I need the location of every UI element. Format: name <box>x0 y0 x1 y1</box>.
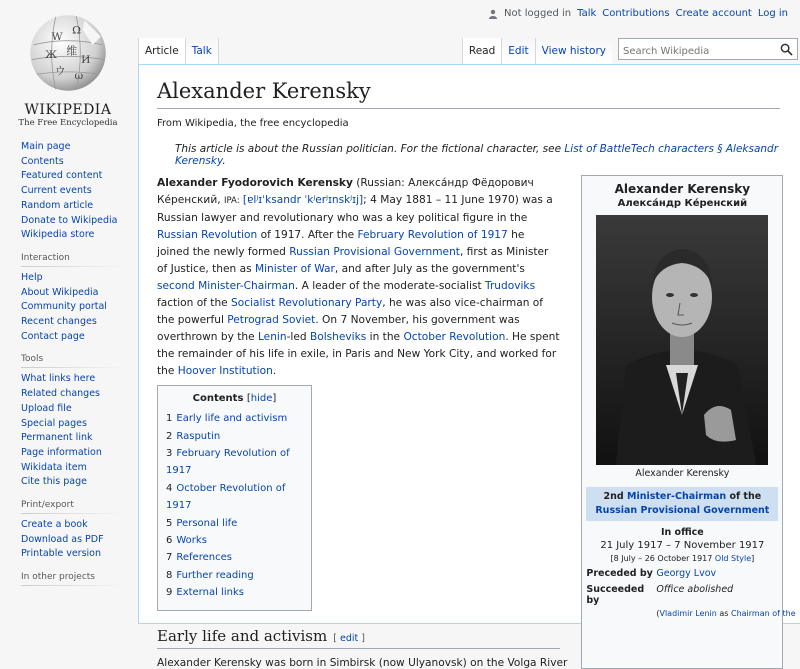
sidebar-item-download-pdf[interactable]: Download as PDF <box>21 533 104 545</box>
succeeded-by-label: Succeeded by <box>586 584 645 607</box>
link-provisional-government[interactable]: Russian Provisional Government <box>289 246 460 259</box>
toc-hide-link[interactable]: hide <box>250 393 273 405</box>
toc-item[interactable] <box>166 549 303 566</box>
wordmark: WIKIPEDIA <box>24 102 112 118</box>
toc-number: 2 <box>166 430 173 442</box>
toc-number: 7 <box>166 552 173 564</box>
toc-link[interactable]: October Revolution of 1917 <box>166 482 286 512</box>
sidebar-item-donate[interactable]: Donate to Wikipedia <box>21 214 118 226</box>
wikipedia-logo[interactable] <box>18 10 118 128</box>
sidebar-item-cite-page[interactable]: Cite this page <box>21 476 87 488</box>
portrait-drawing <box>596 215 768 465</box>
sidebar-item-store[interactable]: Wikipedia store <box>21 229 95 241</box>
link-lenin[interactable]: Lenin <box>257 331 287 344</box>
sidebar-heading-interaction[interactable]: Interaction <box>0 243 138 271</box>
svg-text:Ω: Ω <box>72 23 81 37</box>
toc-item[interactable] <box>166 584 303 601</box>
office-link-minister-chairman[interactable]: Minister-Chairman <box>627 491 727 503</box>
svg-text:W: W <box>51 29 63 43</box>
view-tabs <box>462 38 798 64</box>
office-header <box>586 487 778 521</box>
preceded-by-row <box>586 568 778 579</box>
svg-text:ウ: ウ <box>54 64 66 78</box>
infobox-title: Alexander Kerensky <box>614 182 751 197</box>
toc-number: 3 <box>166 448 173 459</box>
lead-text: , first as Minister of Justice, then as <box>157 246 549 276</box>
lead-text: he joined the newly formed <box>157 229 525 259</box>
sidebar-item-permanent-link[interactable]: Permanent link <box>21 432 93 444</box>
namespace-tabs <box>138 38 219 64</box>
sidebar-item-create-book[interactable]: Create a book <box>21 519 88 531</box>
in-office-label: In office <box>660 527 704 539</box>
lead-text: in the <box>366 331 404 344</box>
sidebar-item-about[interactable]: About Wikipedia <box>21 286 99 298</box>
toc-item[interactable] <box>166 410 303 427</box>
edit-bracket: [ <box>333 632 340 644</box>
toc-number: 9 <box>166 587 173 599</box>
toc-number: 5 <box>166 517 173 529</box>
talk-link[interactable]: Talk <box>577 8 597 19</box>
toc-link[interactable]: Personal life <box>176 517 238 529</box>
link-chairman[interactable]: Chairman of the <box>731 609 796 619</box>
not-logged-in-label: Not logged in <box>504 8 572 19</box>
note-mid: as <box>716 609 731 619</box>
sidebar-item-what-links-here[interactable]: What links here <box>21 373 96 385</box>
successor-note <box>656 609 796 619</box>
sidebar-item-recent-changes[interactable]: Recent changes <box>21 316 97 328</box>
link-february-revolution[interactable]: February Revolution of 1917 <box>357 229 508 242</box>
lead-text: . On 7 November, his government was overthrown by the <box>157 314 520 344</box>
svg-text:维: 维 <box>66 44 78 58</box>
toc-bracket: ] <box>272 393 277 405</box>
sidebar-item-main-page[interactable]: Main page <box>21 141 71 152</box>
article-body <box>157 175 796 669</box>
personal-tools <box>488 8 788 19</box>
search-input[interactable] <box>619 42 769 62</box>
toc-link[interactable]: Further reading <box>176 569 254 581</box>
infobox-caption: Alexander Kerensky <box>635 468 730 480</box>
link-trudoviks[interactable]: Trudoviks <box>485 280 536 293</box>
preceded-by-link[interactable]: Georgy Lvov <box>656 568 717 580</box>
sidebar-item-printable-version[interactable]: Printable version <box>21 548 102 560</box>
preceded-by-label: Preceded by <box>586 568 653 580</box>
edit-bracket: ] <box>358 632 365 644</box>
create-account-link[interactable]: Create account <box>675 8 752 19</box>
lead-paragraph <box>157 175 560 380</box>
toc-number: 6 <box>166 535 173 547</box>
toc-number: 4 <box>166 482 173 494</box>
svg-text:И: И <box>81 52 91 66</box>
lead-text: . A leader of the moderate-socialist <box>294 280 486 293</box>
toc-item[interactable] <box>166 445 303 480</box>
main-column <box>157 175 567 668</box>
page-title: Alexander Kerensky <box>157 79 780 109</box>
succeeded-by-row <box>586 584 778 606</box>
section-edit-link[interactable]: edit <box>339 632 359 644</box>
term-dates: 21 July 1917 – 7 November 1917 <box>600 540 765 552</box>
lead-text: . <box>272 365 277 378</box>
toc-item[interactable] <box>166 480 303 515</box>
old-style-link[interactable]: Old Style <box>714 554 752 564</box>
toc-list <box>166 410 303 601</box>
toc-link[interactable]: Rasputin <box>176 430 221 442</box>
hatnote-link[interactable]: List of BattleTech characters § Aleksandr Kerensky <box>175 143 779 168</box>
user-icon <box>488 9 498 19</box>
infobox-native-name: Алекса́ндр Ке́ренский <box>617 198 748 210</box>
tab-talk[interactable]: Talk <box>185 38 219 64</box>
sidebar-interaction <box>0 271 138 345</box>
sidebar-item-current-events[interactable]: Current events <box>21 185 92 197</box>
office-link-provisional-government[interactable]: Russian Provisional Government <box>595 505 770 517</box>
toc-bracket: [ <box>246 393 251 405</box>
succeeded-by-value: Office abolished <box>656 584 734 596</box>
contributions-link[interactable]: Contributions <box>602 8 670 19</box>
os-dates-text: [8 July – 26 October 1917 <box>610 554 715 564</box>
article-content <box>138 64 800 669</box>
os-close: ] <box>751 554 755 564</box>
link-socialist-revolutionary-party[interactable]: Socialist Revolutionary Party <box>231 297 383 310</box>
tagline: The Free Encyclopedia <box>18 118 118 128</box>
hatnote-suffix: . <box>222 155 226 168</box>
toc-link[interactable]: February Revolution of 1917 <box>166 448 290 477</box>
sidebar-item-contents[interactable]: Contents <box>21 155 64 167</box>
ipa-link[interactable]: [ɐlʲɪˈksandr ˈkʲerʲɪnskʲɪj] <box>239 194 364 207</box>
lead-text: , and after July as the government's <box>334 263 525 276</box>
toc-item[interactable] <box>166 428 303 445</box>
lead-text: (Russian: Алекса́ндр Фёдорович Ке́ренский, <box>157 177 534 207</box>
office-mid: of the <box>726 491 762 503</box>
lead-text: faction of the <box>157 297 232 310</box>
link-petrograd-soviet[interactable]: Petrograd Soviet <box>227 314 316 327</box>
toc-hide-toggle <box>247 393 276 404</box>
lead-text: of 1917. After the <box>257 229 358 242</box>
sidebar-navigation <box>0 140 138 243</box>
sidebar <box>0 140 138 590</box>
site-sub: From Wikipedia, the free encyclopedia <box>157 118 349 130</box>
svg-text:Ж: Ж <box>45 47 58 61</box>
toc-link[interactable]: Early life and activism <box>176 413 288 425</box>
link-hoover-institution[interactable]: Hoover Institution <box>177 365 273 378</box>
sidebar-item-related-changes[interactable]: Related changes <box>21 388 101 400</box>
link-minister-of-war[interactable]: Minister of War <box>254 263 335 276</box>
tab-article[interactable]: Article <box>138 38 185 64</box>
sidebar-item-special-pages[interactable]: Special pages <box>21 417 87 429</box>
toc-link[interactable]: References <box>176 552 232 564</box>
link-vladimir-lenin[interactable]: Vladimir Lenin <box>659 609 717 619</box>
tab-edit[interactable]: Edit <box>501 38 534 64</box>
infobox <box>581 175 796 668</box>
search-icon[interactable] <box>780 43 793 56</box>
lead-text: . He spent the remainder of his life in exile, in Paris and New York City, and worked for the <box>157 331 560 378</box>
sidebar-heading-print-export[interactable]: Print/export <box>0 490 138 518</box>
sidebar-print-export <box>0 518 138 562</box>
section-title: Early life and activism <box>157 626 328 645</box>
svg-text:ω: ω <box>74 69 84 83</box>
sidebar-heading-tools[interactable]: Tools <box>0 344 138 372</box>
link-second[interactable]: second <box>157 280 195 293</box>
section-paragraph: Alexander Kerensky was born in Simbirsk (now Ulyanovsk) on the Volga River <box>157 656 568 669</box>
ipa-label: IPA: <box>223 196 240 207</box>
sidebar-heading-other-projects[interactable]: In other projects <box>0 562 138 590</box>
hatnote-text: This article is about the Russian politician. For the fictional character, see <box>175 143 565 156</box>
toc-link[interactable]: External links <box>176 587 244 599</box>
section-edit <box>333 633 365 644</box>
sidebar-item-contact[interactable]: Contact page <box>21 330 85 342</box>
toc-title <box>166 393 303 404</box>
lead-text: , he was also vice-chairman of the powerful <box>157 297 544 327</box>
login-link[interactable]: Log in <box>757 8 788 19</box>
sidebar-item-featured-content[interactable]: Featured content <box>21 170 103 182</box>
sidebar-item-page-information[interactable]: Page information <box>21 446 102 458</box>
sidebar-item-community-portal[interactable]: Community portal <box>21 301 107 313</box>
lead-text: ; 4 May 1881 – 11 June 1970) was a Russian lawyer and revolutionary who was a key political figure in the <box>157 194 553 225</box>
tab-read[interactable]: Read <box>462 38 501 64</box>
office-prefix: 2nd <box>603 491 627 503</box>
sidebar-item-random-article[interactable]: Random article <box>21 199 94 211</box>
toc-item[interactable] <box>166 532 303 549</box>
link-bolsheviks[interactable]: Bolsheviks <box>309 331 367 344</box>
link-minister-chairman[interactable]: Minister-Chairman <box>198 280 295 293</box>
portrait-image[interactable] <box>596 215 768 465</box>
search-box[interactable] <box>618 38 798 60</box>
sidebar-item-wikidata-item[interactable]: Wikidata item <box>21 461 87 473</box>
toc-link[interactable]: Works <box>176 535 207 547</box>
toc-number: 8 <box>166 569 173 581</box>
link-october-revolution[interactable]: October Revolution <box>403 331 506 344</box>
old-style-dates <box>586 554 778 563</box>
wikipedia-globe-icon <box>27 12 109 94</box>
toc-item[interactable] <box>166 567 303 584</box>
note-paren: ( <box>656 609 660 619</box>
tab-view-history[interactable]: View history <box>535 38 612 64</box>
table-of-contents <box>157 385 312 610</box>
subject-name: Alexander Fyodorovich Kerensky <box>157 177 353 190</box>
sidebar-tools <box>0 372 138 490</box>
toc-title-text: Contents <box>192 393 244 405</box>
toc-item[interactable] <box>166 515 303 532</box>
section-heading <box>157 627 560 649</box>
link-russian-revolution[interactable]: Russian Revolution <box>157 229 258 242</box>
sidebar-item-upload-file[interactable]: Upload file <box>21 402 72 414</box>
hatnote <box>175 143 780 167</box>
sidebar-item-help[interactable]: Help <box>21 271 43 283</box>
lead-text: -led <box>286 331 310 344</box>
toc-number: 1 <box>166 413 173 425</box>
